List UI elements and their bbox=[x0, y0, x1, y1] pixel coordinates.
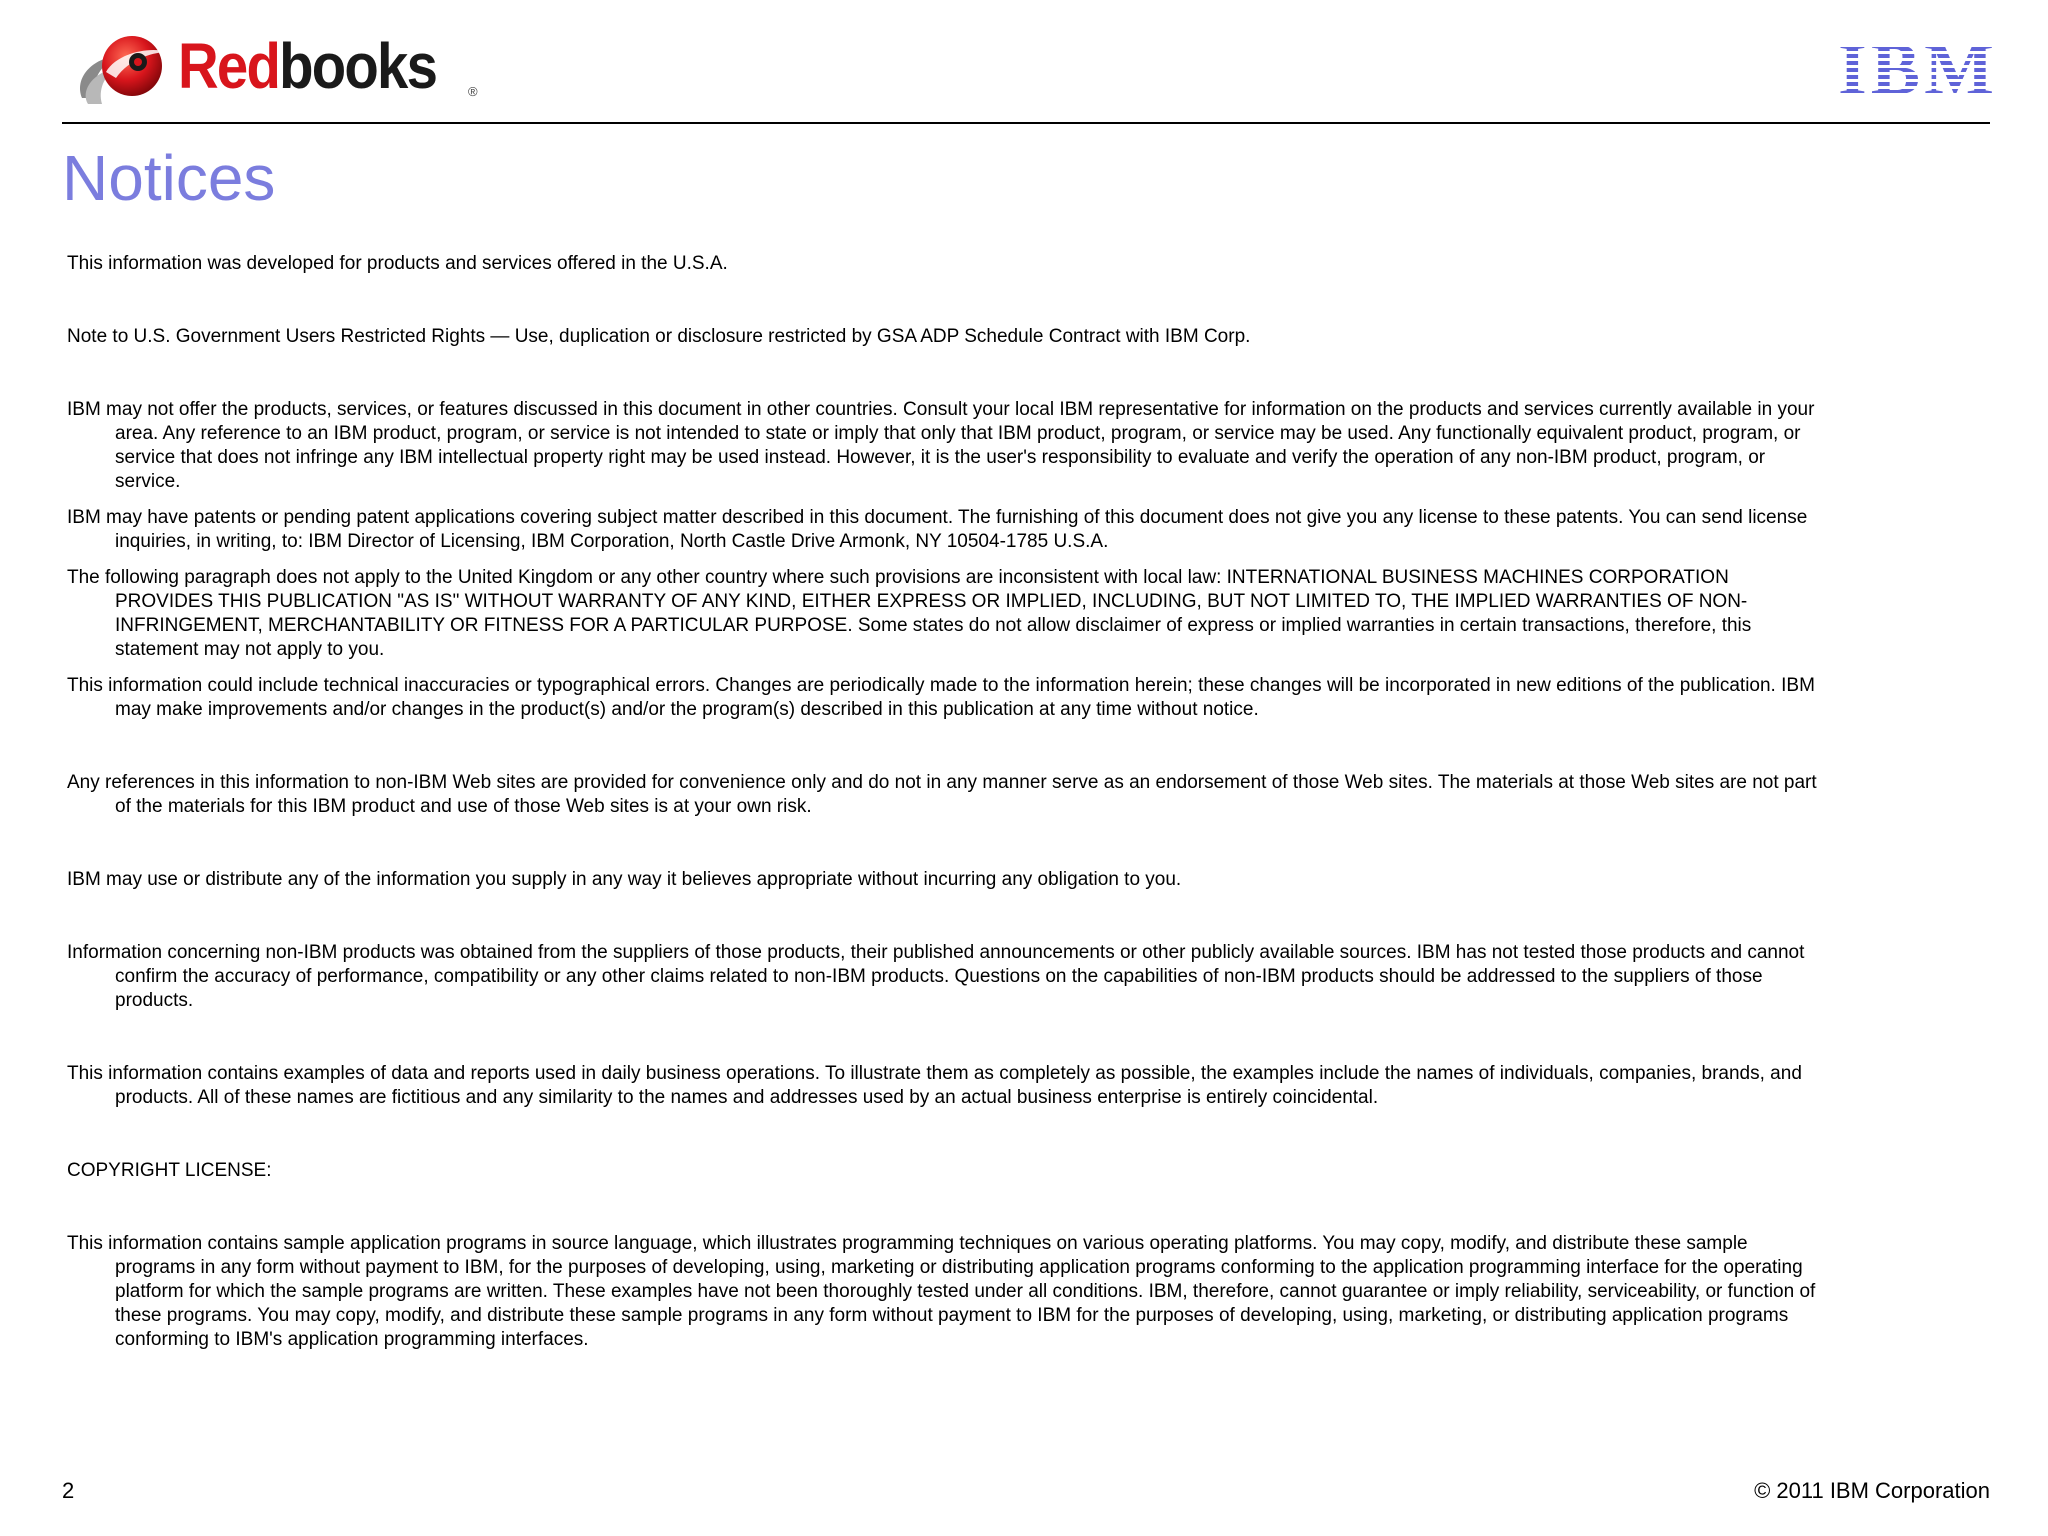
copyright-license-heading: COPYRIGHT LICENSE: bbox=[67, 1160, 272, 1181]
notice-us-offering: This information was developed for products and services offered in the U.S.A. bbox=[67, 253, 728, 274]
slide-header bbox=[0, 0, 2048, 124]
notice-inaccuracies: This information could include technical inaccuracies or typographical errors. Changes are periodically made to the information herein; these changes will be incorporated in new editions of the publication. IBM may make improvements and/or changes in the product(s) and/or the program(s) described in this publication at any time without notice. bbox=[67, 675, 1815, 720]
copyright-notice: © 2011 IBM Corporation bbox=[1754, 1478, 1990, 1503]
redbooks-swirl-icon bbox=[72, 28, 178, 112]
redbooks-word-red: Red bbox=[178, 30, 280, 102]
redbooks-wordmark bbox=[178, 30, 437, 102]
page-number: 2 bbox=[62, 1478, 75, 1503]
ibm-logo bbox=[1838, 29, 1998, 111]
notices-body bbox=[67, 252, 1827, 1352]
redbooks-word-black: books bbox=[279, 30, 437, 102]
notice-information-use: IBM may use or distribute any of the information you supply in any way it believes appropriate without incurring any obligation to you. bbox=[67, 869, 1182, 890]
redbooks-logo bbox=[72, 28, 478, 118]
notice-non-ibm-products: Information concerning non-IBM products was obtained from the suppliers of those products, their published announcements or other publicly available sources. IBM has not tested those products and cannot confirm the accuracy of performance, compatibility or any other claims related to non-IBM products. Questions on the capabilities of non-IBM products should be addressed to the suppliers of those products. bbox=[67, 942, 1805, 1011]
notice-web-sites: Any references in this information to non-IBM Web sites are provided for convenience only and do not in any manner serve as an endorsement of those Web sites. The materials at those Web sites are not part of the materials for this IBM product and use of those Web sites is at your own risk. bbox=[67, 772, 1817, 817]
notice-examples: This information contains examples of data and reports used in daily business operations. To illustrate them as completely as possible, the examples include the names of individuals, companies, brands, and products. All of these names are fictitious and any similarity to the names and addresses used by an actual business enterprise is entirely coincidental. bbox=[67, 1063, 1802, 1108]
header-divider bbox=[62, 122, 1990, 124]
notice-warranty: The following paragraph does not apply to the United Kingdom or any other country where such provisions are inconsistent with local law: INTERNATIONAL BUSINESS MACHINES CORPORATION PROVIDES THIS PUBLICATION "AS IS" WITHOUT WARRANTY OF ANY KIND, EITHER EXPRESS OR IMPLIED, INCLUDING, BUT NOT LIMITED TO, THE IMPLIED WARRANTIES OF NON-INFRINGEMENT, MERCHANTABILITY OR FITNESS FOR A PARTICULAR PURPOSE. Some states do not allow disclaimer of express or implied warranties in certain transactions, therefore, this statement may not apply to you. bbox=[67, 567, 1752, 660]
page-title: Notices bbox=[62, 142, 276, 214]
notice-sample-programs: This information contains sample application programs in source language, which illustrates programming techniques on various operating platforms. You may copy, modify, and distribute these sample programs in any form without payment to IBM, for the purposes of developing, using, marketing or distributing application programs conforming to the application programming interface for the operating platform for which the sample programs are written. These examples have not been thoroughly tested under all conditions. IBM, therefore, cannot guarantee or imply reliability, serviceability, or function of these programs. You may copy, modify, and distribute these sample programs in any form without payment to IBM for the purposes of developing, using, marketing, or distributing application programs conforming to IBM's application programming interfaces. bbox=[67, 1233, 1816, 1350]
notice-patents: IBM may have patents or pending patent applications covering subject matter described in this document. The furnishing of this document does not give you any license to these patents. You can send license inquiries, in writing, to: IBM Director of Licensing, IBM Corporation, North Castle Drive Armonk, NY 10504-1785 U.S.A. bbox=[67, 507, 1808, 552]
registered-mark: ® bbox=[468, 84, 478, 99]
notice-gov-rights: Note to U.S. Government Users Restricted Rights — Use, duplication or disclosure restricted by GSA ADP Schedule Contract with IBM Corp. bbox=[67, 326, 1251, 347]
notice-availability: IBM may not offer the products, services, or features discussed in this document in other countries. Consult your local IBM representative for information on the products and services currently available in your area. Any reference to an IBM product, program, or service is not intended to state or imply that only that IBM product, program, or service may be used. Any functionally equivalent product, program, or service that does not infringe any IBM intellectual property right may be used instead. However, it is the user's responsibility to evaluate and verify the operation of any non-IBM product, program, or service. bbox=[67, 399, 1815, 492]
ibm-logo-text: IBM bbox=[1838, 29, 1998, 111]
